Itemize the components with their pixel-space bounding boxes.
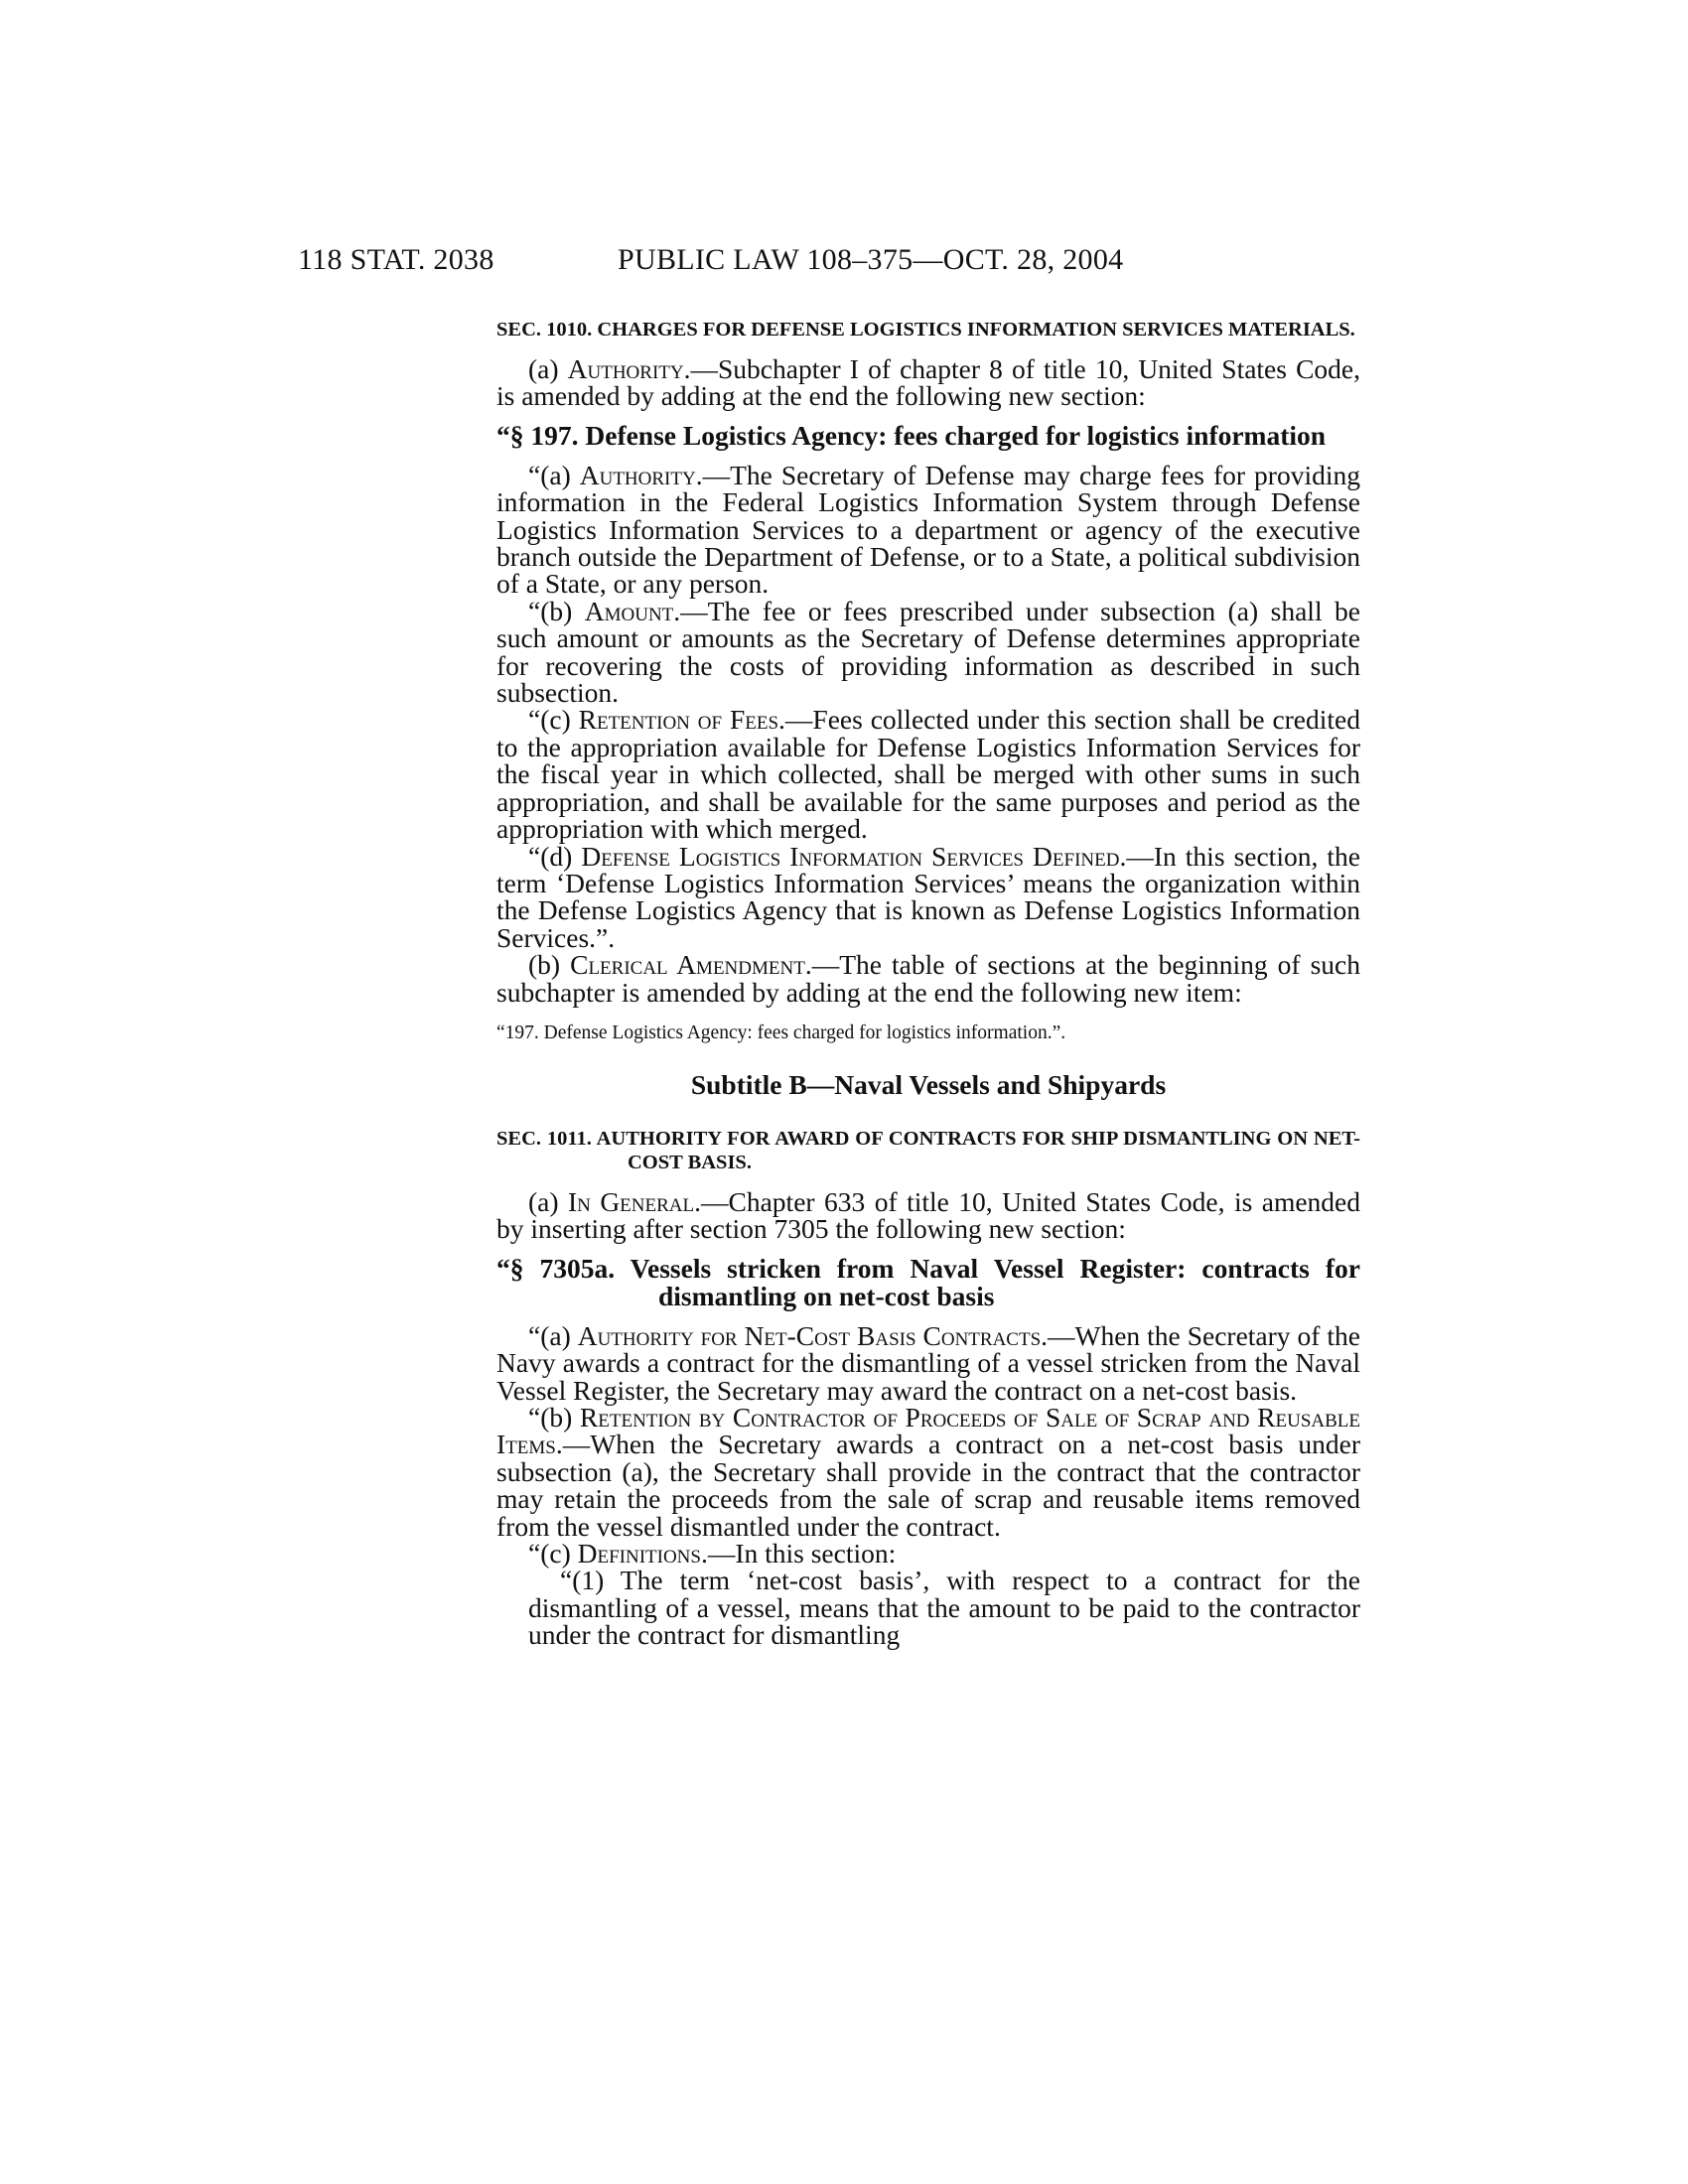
caption: Authority (567, 353, 684, 384)
section-7305a-subsection-c: “(c) Definitions.—In this section: (528, 1538, 897, 1569)
section-7305a-subsection-b: “(b) Retention by Contractor of Proceeds of Sale of Scrap and Reusable Items.—When the Secretary awards a contract on a net-cost basis under subsection (a), the Secretary shall provide in the contract that the contractor may retain the proceeds from the sale of scrap and reusable items removed from the vessel dismantled under the contract. (496, 1401, 1360, 1542)
section-1011-paragraph-a: (a) In General.—Chapter 633 of title 10, United States Code, is amended by inserting after section 7305 the following new section: (496, 1185, 1361, 1245)
body-column (496, 318, 1360, 1649)
section-197-subsection-a: “(a) Authority.—The Secretary of Defense may charge fees for providing information in the Federal Logistics Information System through Defense Logistics Information Services to a department or agency of the executive branch outside the Department of Defense, or to a State, a political subdivision of a State, or any person. (496, 459, 1360, 600)
section-7305a-paragraph-c1: “(1) The term ‘net-cost basis’, with respect to a contract for the dismantling of a vessel, means that the amount to be paid to the contractor under the contract for dismantling (528, 1565, 1360, 1651)
section-7305a-heading: “§ 7305a. Vessels stricken from Naval Vessel Register: contracts for dismantling on net-cost basis (496, 1252, 1360, 1311)
section-197-heading: “§ 197. Defense Logistics Agency: fees charged for logistics information (496, 419, 1327, 451)
subtitle-heading: Subtitle B—Naval Vessels and Shipyards (690, 1068, 1167, 1100)
section-197-subsection-c: “(c) Retention of Fees.—Fees collected under this section shall be credited to the appropriation available for Defense Logistics Information Services for the fiscal year in which collected, shall be merged with other sums in such appropriation, and shall be available for the same purposes and period as the appropriation with which merged. (496, 704, 1360, 845)
caption: Retention by Contractor of Proceeds of Sale of Scrap and Reusable Items (496, 1401, 1360, 1460)
caption: In General (567, 1185, 695, 1217)
caption: Authority for Net-Cost Basis Contracts (577, 1319, 1042, 1351)
stat-page-number: 118 STAT. 2038 (298, 243, 494, 276)
table-of-sections-item: “197. Defense Logistics Agency: fees charged for logistics information.”. (496, 1022, 1066, 1043)
section-7305a-subsection-a: “(a) Authority for Net-Cost Basis Contracts.—When the Secretary of the Navy awards a contract for the dismantling of a vessel stricken from the Naval Vessel Register, the Secretary may award the contract on a net-cost basis. (496, 1319, 1360, 1406)
caption: Amount (584, 595, 674, 626)
section-197-subsection-b: “(b) Amount.—The fee or fees prescribed under subsection (a) shall be such amount or amounts as the Secretary of Defense determines appropriate for recovering the costs of providing information as described in such subsection. (496, 595, 1360, 709)
section-1011-heading: SEC. 1011. AUTHORITY FOR AWARD OF CONTRACTS FOR SHIP DISMANTLING ON NET-COST BASIS. (496, 1127, 1360, 1173)
caption: Clerical Amendment (570, 949, 805, 981)
section-1010-paragraph-a: (a) Authority.—Subchapter I of chapter 8 of title 10, United States Code, is amended by adding at the end the following new section: (496, 353, 1360, 412)
caption: Defense Logistics Information Services Defined (581, 840, 1120, 872)
caption: Retention of Fees (578, 704, 779, 736)
section-1010-paragraph-b: (b) Clerical Amendment.—The table of sections at the beginning of such subchapter is amended by adding at the end the following new item: (496, 949, 1360, 1008)
running-header: PUBLIC LAW 108–375—OCT. 28, 2004 (618, 243, 1124, 276)
section-1010-heading: SEC. 1010. CHARGES FOR DEFENSE LOGISTICS INFORMATION SERVICES MATERIALS. (496, 319, 1355, 341)
caption: Definitions (577, 1538, 701, 1569)
caption: Authority (579, 459, 696, 490)
section-197-subsection-d: “(d) Defense Logistics Information Services Defined.—In this section, the term ‘Defense Logistics Information Services’ means the organization within the Defense Logistics Agency that is known as Defense Logistics Information Services.”. (496, 840, 1360, 953)
